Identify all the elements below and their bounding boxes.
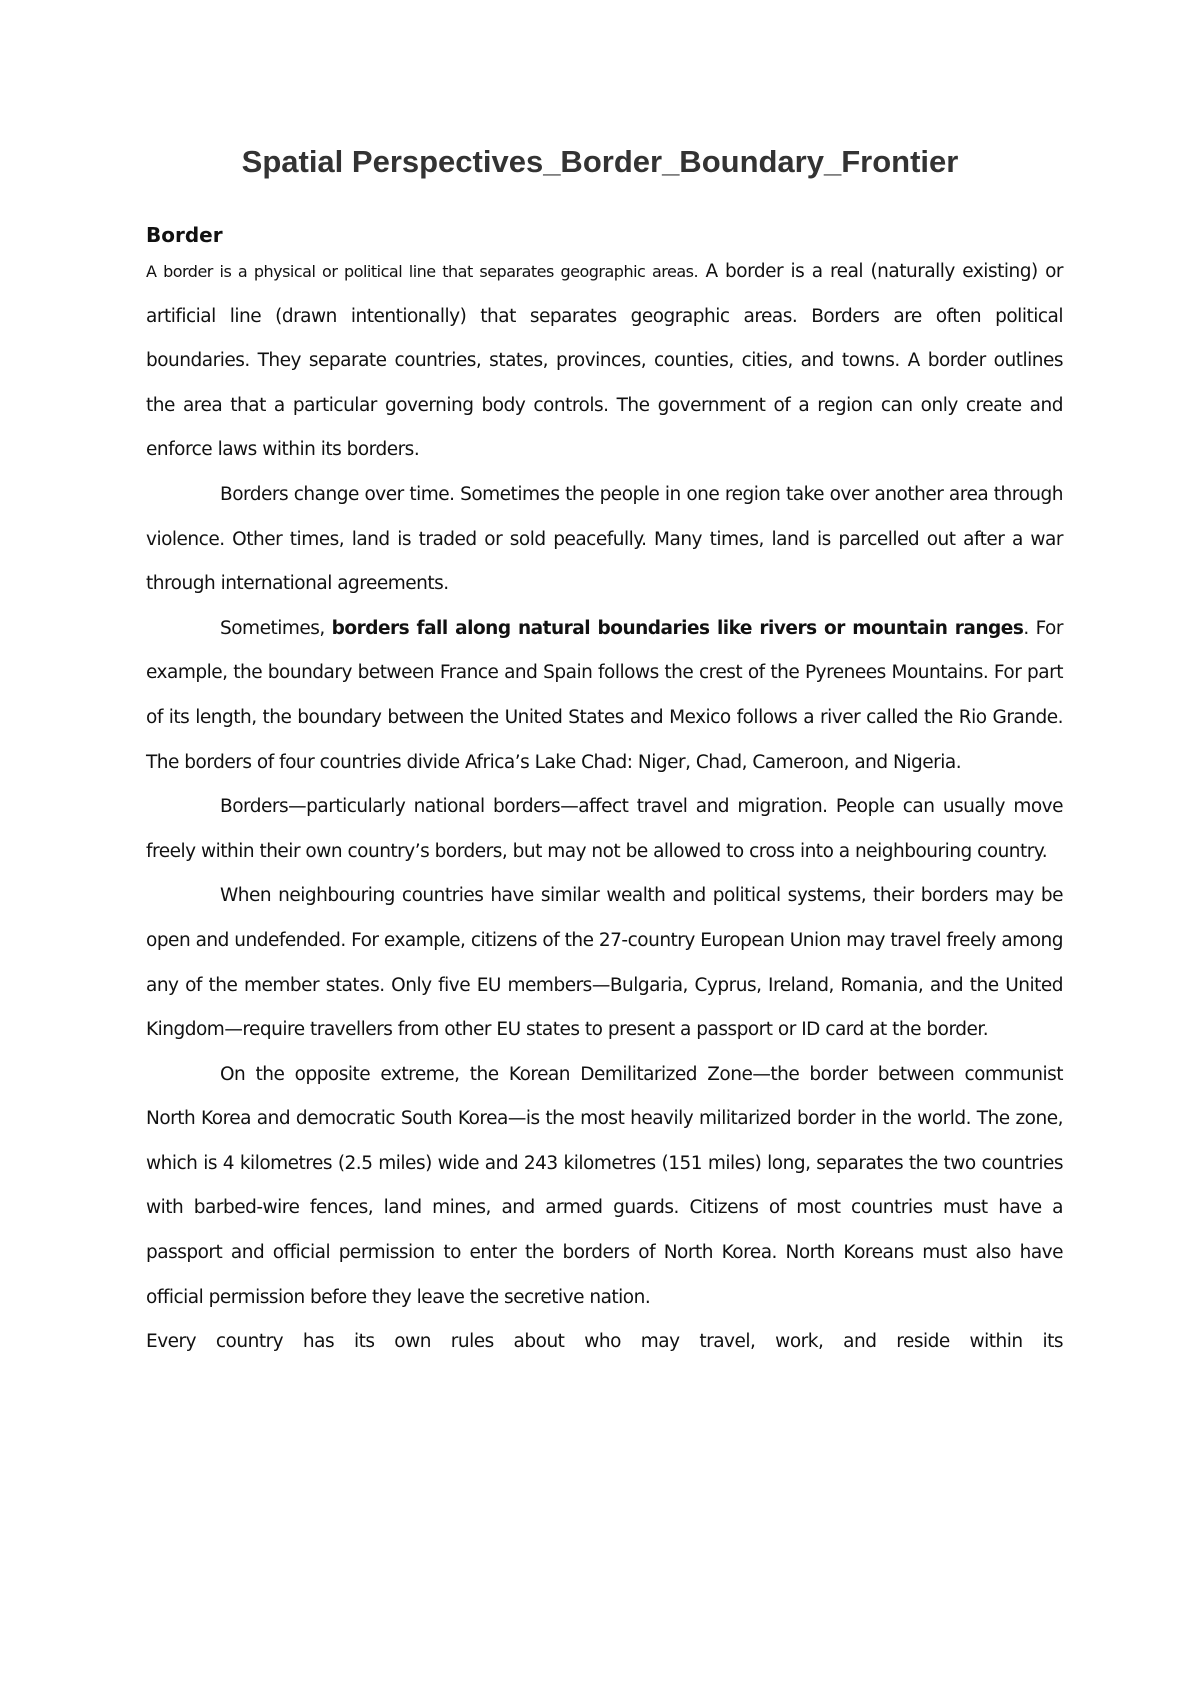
paragraph-3-rest: . For example, the boundary between France and Spain follows the crest of the Pyrenees Mountains. For part of its length, the boundary between the United States and Mexico follows a river called the Rio Grande. The borders of four countries divide Africa’s Lake Chad: Niger, Chad, Cameroon, and Nigeria. (146, 617, 1063, 773)
paragraph-3-bold: borders fall along natural boundaries like rivers or mountain ranges (331, 617, 1024, 639)
paragraph-2: Borders change over time. Sometimes the people in one region take over another area through violence. Other times, land is traded or sold peacefully. Many times, land is parcelled out after a war through international agreements. (146, 483, 1063, 595)
paragraph-1-rest: A border is a real (naturally existing) or artificial line (drawn intentionally) that separates geographic areas. Borders are often political boundaries. They separate countries, states, provinces, counties, cities, and towns. A border outlines the area that a particular governing body controls. The government of a region can only create and enforce laws within its borders. (146, 261, 1064, 461)
section-heading-border: Border (146, 223, 223, 247)
document-body (146, 222, 1063, 1365)
paragraph-1 (146, 250, 1063, 473)
paragraph-3 (146, 607, 1063, 785)
paragraph-4: Borders—particularly national borders—affect travel and migration. People can usually move freely within their own country’s borders, but may not be allowed to cross into a neighbouring country. (146, 796, 1063, 862)
paragraph-6: On the opposite extreme, the Korean Demilitarized Zone—the border between communist North Korea and democratic South Korea—is the most heavily militarized border in the world. The zone, which is 4 kilometres (2.5 miles) wide and 243 kilometres (151 miles) long, separates the two countries with barbed-wire fences, land mines, and armed guards. Citizens of most countries must have a passport and official permission to enter the borders of North Korea. North Koreans must also have official permission before they leave the secretive nation. (146, 1063, 1063, 1308)
paragraph-7: Every country has its own rules about who may travel, work, and reside within its (146, 1331, 1063, 1353)
document-title: Spatial Perspectives_Border_Boundary_Frontier (241, 144, 959, 179)
paragraph-3-start: Sometimes, (220, 617, 332, 639)
paragraph-1-intro: A border is a physical or political line that separates geographic areas. (146, 262, 699, 281)
paragraph-5: When neighbouring countries have similar wealth and political systems, their borders may be open and undefended. For example, citizens of the 27-country European Union may travel freely among any of the member states. Only five EU members—Bulgaria, Cyprus, Ireland, Romania, and the United Kingdom—require travellers from other EU states to present a passport or ID card at the border. (146, 885, 1063, 1041)
